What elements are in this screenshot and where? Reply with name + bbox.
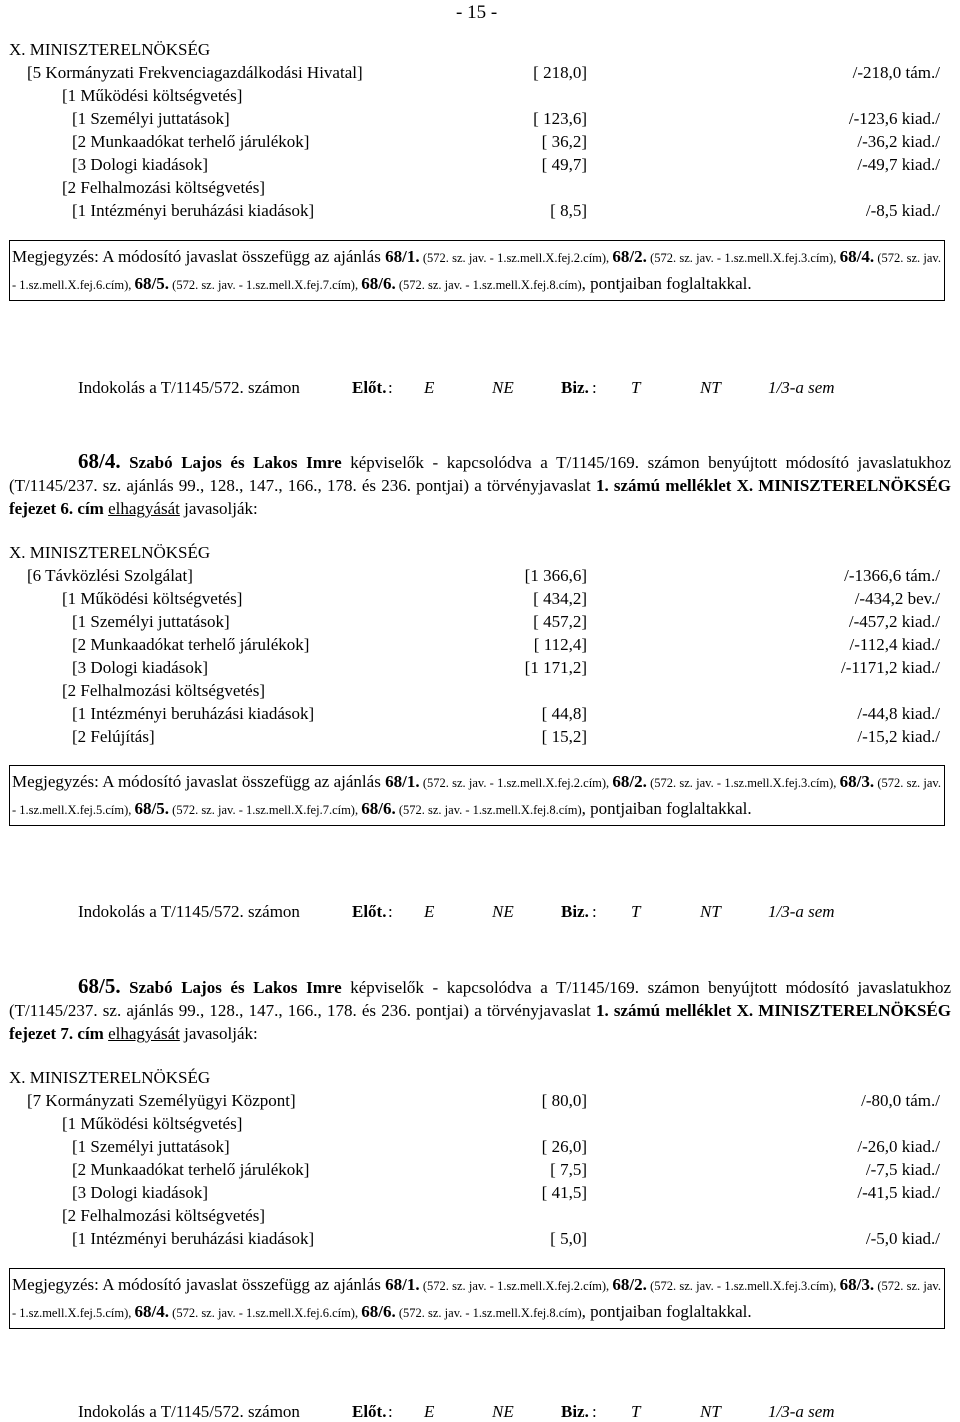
row-value: [ 36,2] [541,132,587,151]
row-label: [3 Dologi kiadások] [72,658,208,677]
row-label: [1 Személyi juttatások] [72,109,230,128]
note-ref-detail: (572. sz. jav. - 1.sz.mell.X.fej.5.cím), [12,776,941,817]
note-prefix: Megjegyzés: A módosító javaslat összefügg az ajánlás [12,1275,386,1294]
biz-colon: : [592,1402,597,1421]
biz-colon: : [592,902,597,921]
row-label: [1 Személyi juttatások] [72,1137,230,1156]
row-change: /-36,2 kiad./ [857,132,940,151]
row-change: /-1366,6 tám./ [844,566,940,585]
row-value: [ 457,2] [533,612,587,631]
row-label: [1 Intézményi beruházási kiadások] [72,201,315,220]
note-ref-number: 68/4. [134,1302,170,1321]
note-ref-detail: (572. sz. jav. - 1.sz.mell.X.fej.3.cím), [646,1279,840,1293]
ministry-heading: X. MINISZTERELNÖKSÉG [9,1068,211,1087]
row-change: /-49,7 kiad./ [857,155,940,174]
page-number: - 15 - [456,2,498,23]
authors: Szabó Lajos és Lakos Imre [129,978,342,997]
row-change: /-26,0 kiad./ [857,1137,940,1156]
note-ref-number: 68/2. [612,247,647,266]
row-value: [ 123,6] [533,109,587,128]
vote-t: T [631,1402,641,1421]
elot-colon: : [388,378,393,397]
row-change: /-41,5 kiad./ [857,1183,940,1202]
vote-nt: NT [700,378,721,397]
row-value: [ 8,5] [550,201,587,220]
row-label: [1 Működési költségvetés] [62,86,243,105]
note-ref-number: 68/4. [839,247,875,266]
row-change: /-15,2 kiad./ [857,727,940,746]
vote-e: E [424,378,435,397]
note-prefix: Megjegyzés: A módosító javaslat összefügg az ajánlás [12,772,386,791]
amendment-paragraph [9,450,951,520]
intro-text: képviselők - kapcsolódva a T/1145/169. számon benyújtott módosító javaslatukhoz (T/1145/237. sz. ajánlás 99., 128., 147., 166., 178. és 236. pontjai) a törvényjavaslat [9,978,951,1020]
elot-label: Előt. [352,378,387,397]
row-label: [7 Kormányzati Személyügyi Központ] [27,1091,296,1110]
row-change: /-123,6 kiad./ [848,109,940,128]
row-value: [ 5,0] [550,1229,587,1248]
row-value: [ 80,0] [541,1091,587,1110]
vote-sem: 1/3-a sem [768,378,835,397]
biz-label: Biz. [561,1402,589,1421]
vote-ne: NE [492,378,514,397]
row-value: [ 218,0] [533,63,587,82]
ministry-heading: X. MINISZTERELNÖKSÉG [9,40,211,59]
note-ref-detail: (572. sz. jav. - 1.sz.mell.X.fej.2.cím), [419,776,613,790]
intro-end: javasolják: [179,499,258,518]
row-value: [ 44,8] [541,704,587,723]
biz-colon: : [592,378,597,397]
elot-colon: : [388,1402,393,1421]
vote-sem: 1/3-a sem [768,1402,835,1421]
authors: Szabó Lajos és Lakos Imre [129,453,342,472]
deletion-word: elhagyását [108,499,180,518]
note-ref-number: 68/5. [134,274,170,293]
note-suffix: , pontjaiban foglaltakkal. [581,1302,752,1321]
note-ref-detail: (572. sz. jav. - 1.sz.mell.X.fej.7.cím), [169,278,362,292]
row-label: [1 Személyi juttatások] [72,612,230,631]
row-label: [2 Munkaadókat terhelő járulékok] [72,1160,310,1179]
row-value: [1 366,6] [524,566,587,585]
note-ref-detail: (572. sz. jav. - 1.sz.mell.X.fej.2.cím), [419,251,613,265]
row-change: /-434,2 bev./ [854,589,940,608]
row-change: /-112,4 kiad./ [849,635,940,654]
note-box [9,1268,945,1329]
row-label: [2 Felhalmozási költségvetés] [62,681,266,700]
note-prefix: Megjegyzés: A módosító javaslat összefügg az ajánlás [12,247,386,266]
row-value: [1 171,2] [524,658,587,677]
vote-e: E [424,902,435,921]
row-change: /-44,8 kiad./ [857,704,940,723]
row-label: [5 Kormányzati Frekvenciagazdálkodási Hivatal] [27,63,363,82]
note-box [9,765,945,826]
vote-nt: NT [700,902,721,921]
row-value: [ 15,2] [541,727,587,746]
note-ref-number: 68/1. [385,772,420,791]
annex-reference: 1. számú melléklet X. MINISZTERELNÖKSÉG fejezet 7. cím [9,1001,951,1043]
note-ref-number: 68/6. [361,274,396,293]
row-label: [3 Dologi kiadások] [72,155,208,174]
row-change: /-7,5 kiad./ [865,1160,940,1179]
amendment-paragraph [9,975,951,1045]
biz-label: Biz. [561,902,589,921]
row-label: [2 Munkaadókat terhelő járulékok] [72,132,310,151]
row-label: [3 Dologi kiadások] [72,1183,208,1202]
note-ref-detail: (572. sz. jav. - 1.sz.mell.X.fej.2.cím), [419,1279,613,1293]
row-change: /-218,0 tám./ [852,63,940,82]
row-change: /-8,5 kiad./ [865,201,940,220]
row-value: [ 7,5] [550,1160,587,1179]
vote-ne: NE [492,1402,514,1421]
note-ref-detail: (572. sz. jav. - 1.sz.mell.X.fej.6.cím), [169,1306,362,1320]
note-ref-number: 68/3. [839,1275,875,1294]
note-ref-detail: (572. sz. jav. - 1.sz.mell.X.fej.3.cím), [646,776,840,790]
row-change: /-1171,2 kiad./ [841,658,940,677]
elot-label: Előt. [352,902,387,921]
note-ref-detail: (572. sz. jav. - 1.sz.mell.X.fej.8.cím) [395,278,582,292]
row-label: [1 Intézményi beruházási kiadások] [72,1229,315,1248]
note-ref-number: 68/6. [361,1302,396,1321]
row-change: /-5,0 kiad./ [865,1229,940,1248]
vote-nt: NT [700,1402,721,1421]
row-label: [2 Munkaadókat terhelő járulékok] [72,635,310,654]
row-label: [6 Távközlési Szolgálat] [27,566,193,585]
vote-t: T [631,902,641,921]
paragraph-indent [9,978,78,997]
row-value: [ 434,2] [533,589,587,608]
vote-ne: NE [492,902,514,921]
note-ref-number: 68/5. [134,799,170,818]
row-label: [1 Működési költségvetés] [62,589,243,608]
indoklas-text: Indokolás a T/1145/572. számon [78,902,300,921]
note-ref-detail: (572. sz. jav. - 1.sz.mell.X.fej.5.cím), [12,1279,941,1320]
row-label: [2 Felhalmozási költségvetés] [62,1206,266,1225]
row-label: [1 Működési költségvetés] [62,1114,243,1133]
row-label: [2 Felújítás] [72,727,155,746]
row-value: [ 26,0] [541,1137,587,1156]
note-ref-number: 68/1. [385,1275,420,1294]
row-change: /-80,0 tám./ [861,1091,940,1110]
row-value: [ 41,5] [541,1183,587,1202]
note-ref-number: 68/2. [612,772,647,791]
note-ref-detail: (572. sz. jav. - 1.sz.mell.X.fej.8.cím) [395,1306,582,1320]
annex-reference: 1. számú melléklet X. MINISZTERELNÖKSÉG fejezet 6. cím [9,476,951,518]
note-ref-number: 68/1. [385,247,420,266]
intro-end: javasolják: [179,1024,258,1043]
row-label: [1 Intézményi beruházási kiadások] [72,704,315,723]
vote-e: E [424,1402,435,1421]
note-ref-number: 68/3. [839,772,875,791]
row-label: [2 Felhalmozási költségvetés] [62,178,266,197]
note-ref-detail: (572. sz. jav. - 1.sz.mell.X.fej.8.cím) [395,803,582,817]
intro-text: képviselők - kapcsolódva a T/1145/169. számon benyújtott módosító javaslatukhoz (T/1145/237. sz. ajánlás 99., 128., 147., 166., 178. és 236. pontjai) a törvényjavaslat [9,453,951,495]
note-ref-detail: (572. sz. jav. - 1.sz.mell.X.fej.7.cím), [169,803,362,817]
note-ref-detail: (572. sz. jav. - 1.sz.mell.X.fej.6.cím), [12,251,941,292]
note-box [9,240,945,301]
biz-label: Biz. [561,378,589,397]
elot-label: Előt. [352,1402,387,1421]
ministry-heading: X. MINISZTERELNÖKSÉG [9,543,211,562]
indoklas-text: Indokolás a T/1145/572. számon [78,1402,300,1421]
vote-t: T [631,378,641,397]
note-ref-number: 68/6. [361,799,396,818]
note-ref-detail: (572. sz. jav. - 1.sz.mell.X.fej.3.cím), [646,251,840,265]
row-change: /-457,2 kiad./ [848,612,940,631]
indoklas-text: Indokolás a T/1145/572. számon [78,378,300,397]
deletion-word: elhagyását [108,1024,180,1043]
amendment-number: 68/5. [78,974,121,998]
note-suffix: , pontjaiban foglaltakkal. [581,799,752,818]
row-value: [ 49,7] [541,155,587,174]
paragraph-indent [9,453,78,472]
note-suffix: , pontjaiban foglaltakkal. [581,274,752,293]
row-value: [ 112,4] [533,635,587,654]
elot-colon: : [388,902,393,921]
note-ref-number: 68/2. [612,1275,647,1294]
amendment-number: 68/4. [78,449,121,473]
vote-sem: 1/3-a sem [768,902,835,921]
